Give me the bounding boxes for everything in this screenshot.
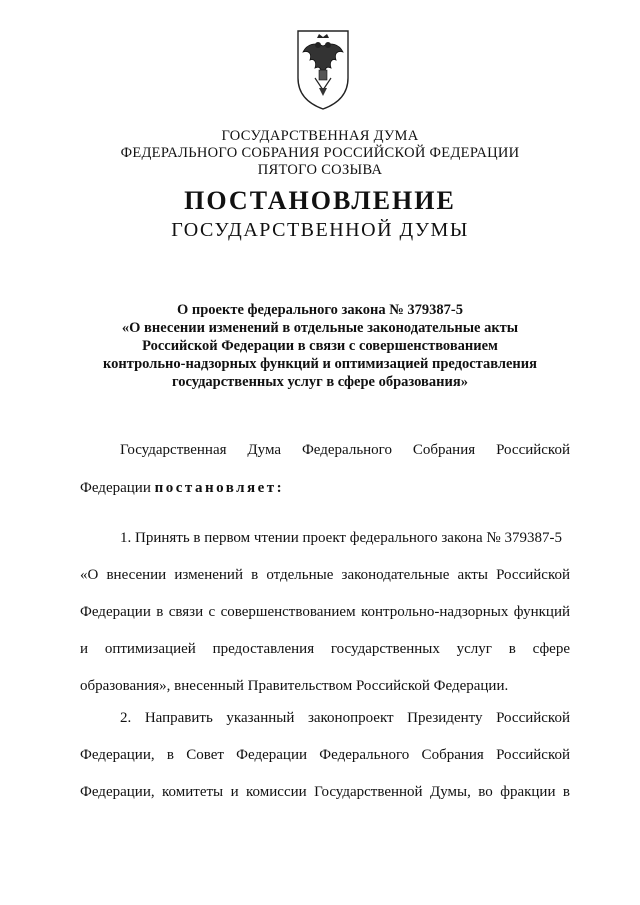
item-1-paragraph <box>80 528 570 696</box>
item-2-line: 2. Направить указанный законопроект Президенту Российской <box>120 710 570 726</box>
item-1-line: и оптимизацией предоставления государственных услуг в сфере <box>80 641 570 657</box>
decree-verb: постановляет: <box>154 480 285 496</box>
item-1-line: Федерации в связи с совершенствованием контрольно-надзорных функций <box>80 604 570 620</box>
item-2-line: Федерации, в Совет Федерации Федерального Собрания Российской <box>80 747 570 763</box>
bill-title-line: контрольно-надзорных функций и оптимизацией предоставления <box>103 356 537 372</box>
document-title: ПОСТАНОВЛЕНИЕ <box>184 186 456 215</box>
item-1-line: 1. Принять в первом чтении проект федерального закона № 379387-5 <box>120 530 562 546</box>
bill-title-line: «О внесении изменений в отдельные законодательные акты <box>121 320 519 336</box>
header-line-3: ПЯТОГО СОЗЫВА <box>257 162 383 178</box>
item-1-line: образования», внесенный Правительством Российской Федерации. <box>80 678 509 694</box>
document-subtitle: ГОСУДАРСТВЕННОЙ ДУМЫ <box>171 219 469 241</box>
bill-title <box>0 301 640 391</box>
item-1-line: «О внесении изменений в отдельные законодательные акты Российской <box>80 567 570 583</box>
item-2-line: Федерации, комитеты и комиссии Государственной Думы, во фракции в <box>80 784 570 800</box>
preamble-line: Государственная Дума Федерального Собрания Российской <box>120 442 570 458</box>
item-2-paragraph <box>80 708 570 802</box>
preamble-line <box>80 478 570 498</box>
coat-of-arms-emblem <box>295 28 351 112</box>
duma-header <box>0 128 640 179</box>
header-line-2: ФЕДЕРАЛЬНОГО СОБРАНИЯ РОССИЙСКОЙ ФЕДЕРАЦИИ <box>120 145 520 161</box>
bill-title-line: Российской Федерации в связи с совершенствованием <box>142 338 498 354</box>
preamble-paragraph <box>80 440 570 498</box>
bill-title-line: О проекте федерального закона № 379387-5 <box>176 302 464 318</box>
header-line-1: ГОСУДАРСТВЕННАЯ ДУМА <box>221 128 419 144</box>
preamble-prefix: Федерации <box>80 480 155 496</box>
bill-title-line: государственных услуг в сфере образования» <box>172 374 468 390</box>
